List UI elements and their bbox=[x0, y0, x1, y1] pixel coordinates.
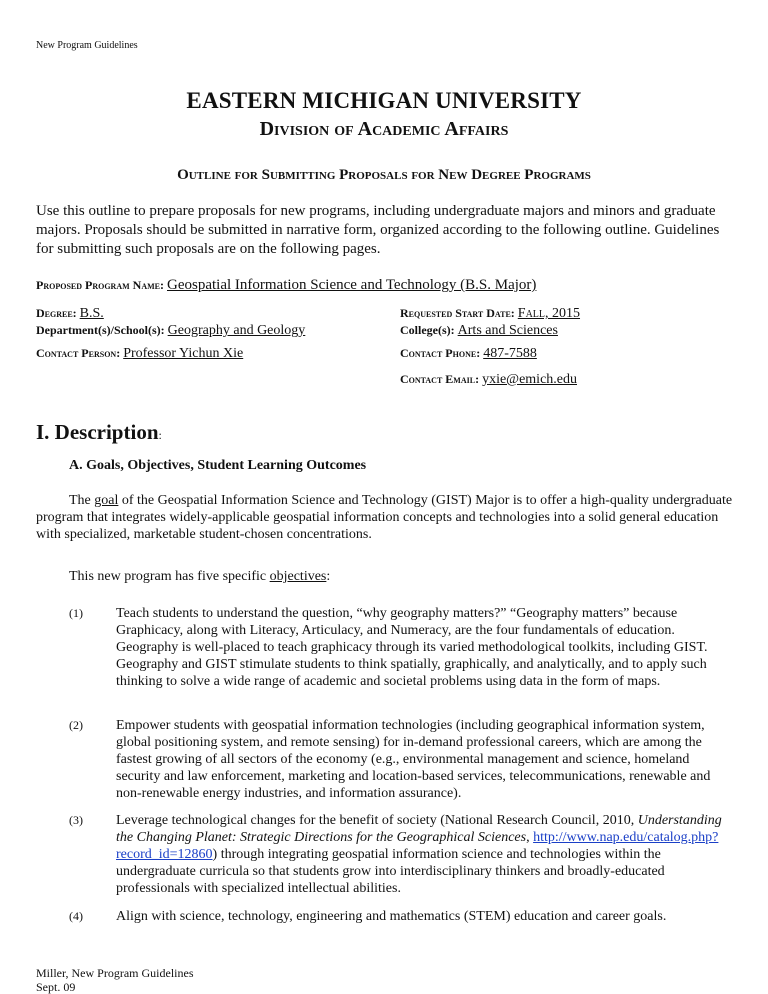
start-date-row bbox=[400, 306, 580, 322]
division-title: Division of Academic Affairs bbox=[259, 118, 509, 140]
objectives-intro bbox=[36, 568, 736, 585]
footer-line-1: Miller, New Program Guidelines bbox=[36, 966, 194, 980]
list-item bbox=[69, 717, 737, 802]
list-item bbox=[69, 605, 737, 690]
department-label: Department(s)/School(s): bbox=[36, 323, 165, 337]
contact-phone-label: Contact Phone: bbox=[400, 346, 481, 360]
list-item bbox=[69, 812, 737, 897]
section-heading-text: I. Description bbox=[36, 420, 159, 444]
objectives-post: : bbox=[326, 569, 331, 584]
list-item bbox=[69, 908, 737, 925]
item-text-mid: , bbox=[526, 830, 534, 845]
objectives-pre: This new program has five specific bbox=[69, 569, 270, 584]
section-heading-colon: : bbox=[158, 428, 162, 442]
contact-phone-row bbox=[400, 346, 537, 362]
department-value: Geography and Geology bbox=[167, 323, 306, 338]
contact-person-label: Contact Person: bbox=[36, 346, 121, 360]
intro-paragraph: Use this outline to prepare proposals for new programs, including undergraduate majors and minors and graduate majors. Proposals should be submitted in narrative form, organized according to the following outline. Guidelines for submitting such proposals are on the following pages. bbox=[36, 203, 720, 257]
item-number: (4) bbox=[69, 909, 83, 923]
item-number: (1) bbox=[69, 606, 83, 620]
goal-word: goal bbox=[94, 493, 119, 508]
college-label: College(s): bbox=[400, 323, 455, 337]
department-row bbox=[36, 323, 305, 339]
section-heading bbox=[36, 420, 162, 445]
item-text-italic: Understanding the Changing Planet: Strategic Directions for the Geographical Sciences bbox=[116, 813, 722, 845]
item-number: (2) bbox=[69, 718, 83, 732]
subsection-heading: A. Goals, Objectives, Student Learning Outcomes bbox=[69, 458, 367, 473]
contact-phone-value: 487-7588 bbox=[483, 346, 537, 361]
degree-value: B.S. bbox=[79, 306, 104, 321]
contact-person-row bbox=[36, 346, 243, 362]
contact-email-label: Contact Email: bbox=[400, 372, 480, 386]
item-text: Teach students to understand the question, “why geography matters?” “Geography matters” because Graphicacy, along with Literacy, Articulacy, and Numeracy, are the four fundamentals of education. Geography is well-placed to teach graphicacy through its varied methodological toolkits, including GIST. Geography and GIST stimulate students to think spatially, graphically, and analytically, and to apply such thinking to solve a wide range of academic and societal problems using data in the form of maps. bbox=[116, 606, 708, 689]
degree-label: Degree: bbox=[36, 306, 77, 320]
contact-email-value: yxie@emich.edu bbox=[482, 372, 577, 387]
contact-person-value: Professor Yichun Xie bbox=[123, 346, 244, 361]
item-text-post: ) through integrating geospatial information science and technologies within the undergraduate curricula so that students grow into interdisciplinary thinkers and broadly-educated professionals with specialized intellectual abilities. bbox=[116, 847, 665, 896]
item-text: Empower students with geospatial information technologies (including geographical information system, global positioning system, and remote sensing) for in-demand professional careers, which are among the fastest growing of all sectors of the economy (e.g., environmental management and science, homeland security and law enforcement, marketing and location-based services, telecommunications, renewable and non-renewable energy industries, and information assurance). bbox=[116, 718, 711, 801]
item-number: (3) bbox=[69, 813, 83, 827]
item-text-pre: Leverage technological changes for the benefit of society (National Research Council, 2010, bbox=[116, 813, 638, 828]
college-value: Arts and Sciences bbox=[457, 323, 558, 338]
degree-row bbox=[36, 306, 104, 322]
goal-paragraph bbox=[36, 492, 736, 543]
program-name-row bbox=[36, 277, 536, 294]
start-date-label: Requested Start Date: bbox=[400, 306, 515, 320]
program-name-value: Geospatial Information Science and Technology (B.S. Major) bbox=[167, 277, 537, 293]
item-text bbox=[116, 812, 737, 897]
program-name-label: Proposed Program Name: bbox=[36, 278, 164, 292]
item-text: Align with science, technology, engineering and mathematics (STEM) education and career goals. bbox=[116, 909, 667, 924]
page-footer bbox=[36, 966, 194, 994]
goal-post: of the Geospatial Information Science and Technology (GIST) Major is to offer a high-quality undergraduate program that integrates widely-applicable geospatial information concepts and technologies into a solid general education with specialized, marketable student-chosen concentrations. bbox=[36, 493, 733, 542]
objectives-word: objectives bbox=[269, 569, 327, 584]
footer-line-2: Sept. 09 bbox=[36, 980, 76, 994]
goal-pre: The bbox=[69, 493, 95, 508]
start-date-value: Fall, 2015 bbox=[517, 306, 581, 321]
nap-link[interactable]: http://www.nap.edu/catalog.php?record_id=12860 bbox=[116, 830, 719, 862]
college-row bbox=[400, 323, 558, 339]
running-header: New Program Guidelines bbox=[36, 40, 138, 51]
contact-email-row bbox=[400, 372, 577, 388]
outline-title: Outline for Submitting Proposals for New Degree Programs bbox=[177, 167, 591, 183]
university-title: EASTERN MICHIGAN UNIVERSITY bbox=[186, 88, 582, 113]
